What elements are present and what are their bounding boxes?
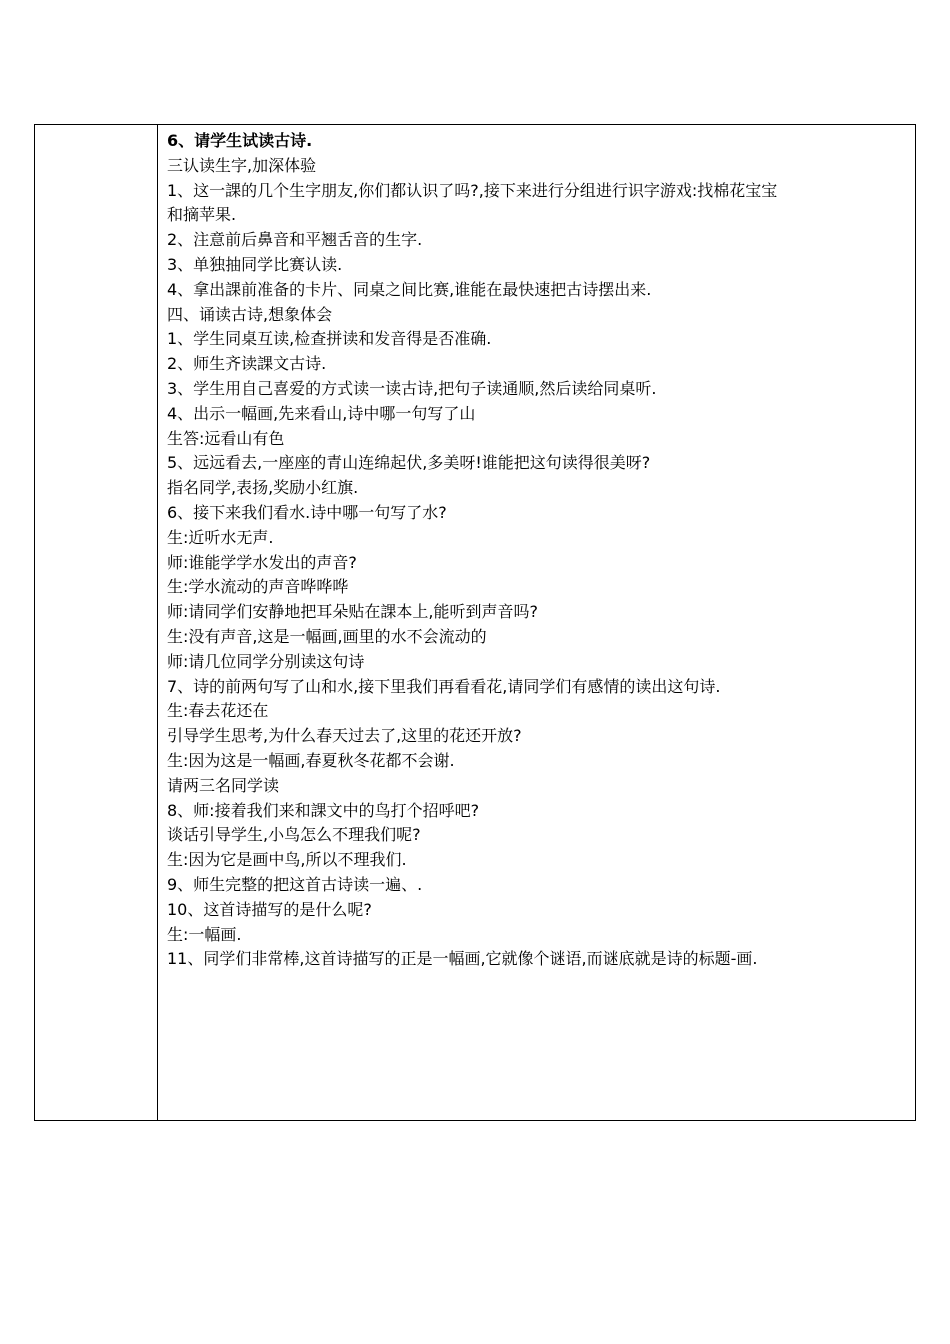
content-line: 四、诵读古诗,想象体会 [167,304,333,324]
content-line: 3、单独抽同学比赛认读. [167,254,343,274]
lesson-table [34,124,916,1121]
content-line: 生答:远看山有色 [167,428,285,448]
content-line: 生:因为这是一幅画,春夏秋冬花都不会谢. [167,750,455,770]
content-line: 2、师生齐读課文古诗. [167,354,327,374]
content-line: 生:春去花还在 [167,701,269,721]
content-line: 引导学生思考,为什么春天过去了,这里的花还开放? [167,726,522,746]
content-line: 谈话引导学生,小鸟怎么不理我们呢? [167,825,421,845]
content-line: 师:请同学们安静地把耳朵贴在課本上,能听到声音吗? [167,602,538,622]
content-line: 7、诗的前两句写了山和水,接下里我们再看看花,请同学们有感情的读出这句诗. [167,676,721,696]
content-line: 指名同学,表扬,奖励小红旗. [167,478,359,498]
content-line: 生:因为它是画中鸟,所以不理我们. [167,850,407,870]
content-line: 请两三名同学读 [167,775,280,795]
content-line: 2、注意前后鼻音和平翘舌音的生字. [167,230,423,250]
content-line: 1、这一課的几个生字朋友,你们都认识了吗?,接下来进行分组进行识字游戏:找棉花宝宝 [167,180,778,200]
content-line: 8、师:接着我们来和課文中的鸟打个招呼吧? [167,800,480,820]
content-column [158,125,915,1120]
content-line: 4、出示一幅画,先来看山,诗中哪一句写了山 [167,403,476,423]
content-line: 师:谁能学学水发出的声音? [167,552,357,572]
content-line: 生:近听水无声. [167,527,274,547]
content-line: 9、师生完整的把这首古诗读一遍、. [167,874,423,894]
content-line: 10、这首诗描写的是什么呢? [167,899,372,919]
content-line: 生:学水流动的声音哗哗哗 [167,577,349,597]
content-line: 11、同学们非常棒,这首诗描写的正是一幅画,它就像个谜语,而谜底就是诗的标题-画. [167,949,758,969]
label-column [35,125,158,1120]
content-line: 三认读生字,加深体验 [167,155,317,175]
content-line: 师:请几位同学分别读这句诗 [167,651,365,671]
content-line: 和摘苹果. [167,205,237,225]
content-line: 生:一幅画. [167,924,242,944]
content-line: 1、学生同桌互读,检查拼读和发音得是否准确. [167,329,492,349]
content-line: 5、远远看去,一座座的青山连绵起伏,多美呀!谁能把这句读得很美呀? [167,453,651,473]
content-line: 6、接下来我们看水.诗中哪一句写了水? [167,502,447,522]
content-line: 4、拿出課前准备的卡片、同桌之间比赛,谁能在最快速把古诗摆出来. [167,279,652,299]
content-line: 6、请学生试读古诗. [167,131,313,150]
content-line: 生:没有声音,这是一幅画,画里的水不会流动的 [167,626,487,646]
content-line: 3、学生用自己喜爱的方式读一读古诗,把句子读通顺,然后读给同桌听. [167,378,657,398]
